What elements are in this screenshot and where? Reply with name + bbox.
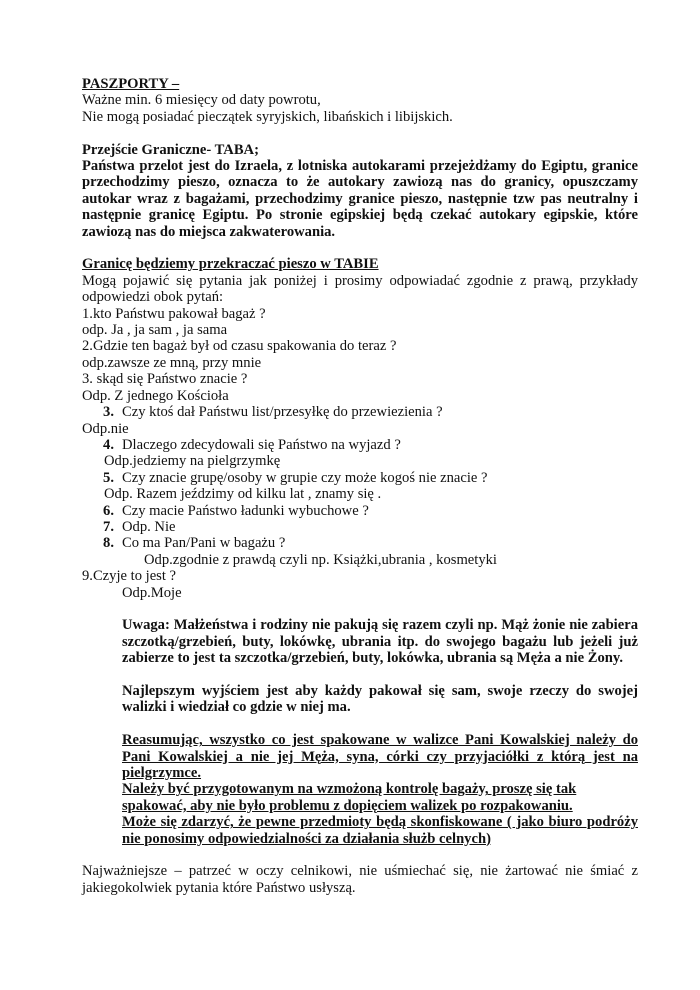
question-8-text: Co ma Pan/Pani w bagażu ?: [122, 535, 286, 552]
best-way-note: Najlepszym wyjściem jest aby każdy pakował się sam, swoje rzeczy do swojej walizki i wiedział co gdzie w niej ma.: [122, 682, 638, 716]
question-8-number: 8.: [103, 535, 114, 552]
answer-6: [82, 519, 638, 535]
question-4: [82, 437, 638, 453]
question-5-number: 5.: [103, 469, 114, 486]
question-5-text: Czy znacie grupę/osoby w grupie czy może kogoś nie znacie ?: [122, 469, 488, 486]
passports-line-1: Ważne min. 6 miesięcy od daty powrotu,: [82, 92, 321, 109]
answer-2: odp.zawsze ze mną, przy mnie: [82, 354, 262, 371]
answer-5: Odp. Razem jeździmy od kilku lat , znamy się .: [104, 486, 382, 503]
passports-heading: PASZPORTY –: [82, 76, 180, 92]
border-crossing-body: Państwa przelot jest do Izraela, z lotniska autokarami przejeżdżamy do Egiptu, granice przechodzimy pieszo, oznacza to że autokary zawiozą nas do granicy, opuszczamy autokar wraz z bagażami, przechodzimy granice pieszo, następnie tzw pas neutralny i następnie granicę Egiptu. Po stronie egipskiej będą czekać autokary egipskie, które zawiozą nas do miejsca zakwaterowania.: [82, 158, 638, 240]
question-6: [82, 503, 638, 519]
answer-3b: Odp.nie: [82, 420, 129, 437]
question-3b: [82, 404, 638, 420]
answer-6-text: Odp. Nie: [122, 518, 176, 535]
answer-8: Odp.zgodnie z prawdą czyli np. Książki,ubrania , kosmetyki: [144, 551, 497, 568]
question-4-text: Dlaczego zdecydowali się Państwo na wyjazd ?: [122, 436, 401, 453]
question-6-text: Czy macie Państwo ładunki wybuchowe ?: [122, 502, 369, 519]
control-note-line-2: spakować, aby nie było problemu z dopięciem walizek po rozpakowaniu.: [122, 797, 573, 814]
question-8: [82, 535, 638, 551]
question-2: 2.Gdzie ten bagaż był od czasu spakowania do teraz ?: [82, 338, 397, 355]
question-3b-number: 3.: [103, 404, 114, 421]
document-page: [82, 76, 638, 896]
answer-4: Odp.jedziemy na pielgrzymkę: [104, 453, 281, 470]
answer-9: Odp.Moje: [122, 584, 182, 601]
question-5: [82, 470, 638, 486]
taba-heading: Granicę będziemy przekraczać pieszo w TABIE: [82, 256, 379, 273]
confiscation-note: Może się zdarzyć, że pewne przedmioty będą skonfiskowane ( jako biuro podróży nie ponosimy odpowiedzialności za działania służb celnych): [122, 814, 638, 847]
taba-intro: Mogą pojawić się pytania jak poniżej i prosimy odpowiadać zgodnie z prawą, przykłady odpowiedzi obok pytań:: [82, 272, 638, 306]
item-7-number: 7.: [103, 518, 114, 535]
answer-1: odp. Ja , ja sam , ja sama: [82, 322, 228, 339]
question-9: 9.Czyje to jest ?: [82, 568, 177, 585]
warning-note: Uwaga: Małżeństwa i rodziny nie pakują się razem czyli np. Mąż żonie nie zabiera szczotką/grzebień, buty, lokówkę, ubrania itp. do swojego bagażu lub jeżeli już zabierze to jest ta szczotka/grzebień, buty, lokówka, ubrania są Męża a nie Żony.: [122, 617, 638, 667]
closing-paragraph: Najważniejsze – patrzeć w oczy celnikowi, nie uśmiechać się, nie żartować nie śmiać z jakiegokolwiek pytania które Państwo usłyszą.: [82, 863, 638, 896]
question-4-number: 4.: [103, 436, 114, 453]
answer-3: Odp. Z jednego Kościoła: [82, 387, 229, 404]
question-3: 3. skąd się Państwo znacie ?: [82, 371, 248, 388]
question-6-number: 6.: [103, 502, 114, 519]
passports-line-2: Nie mogą posiadać pieczątek syryjskich, libańskich i libijskich.: [82, 108, 453, 125]
control-note-line-1: Należy być przygotowanym na wzmożoną kontrolę bagaży, proszę się tak: [122, 781, 577, 798]
question-1: 1.kto Państwu pakował bagaż ?: [82, 305, 266, 322]
border-crossing-heading: Przejście Graniczne- TABA;: [82, 141, 259, 158]
summary-note: Reasumując, wszystko co jest spakowane w walizce Pani Kowalskiej należy do Pani Kowalskiej a nie jej Męża, syna, córki czy przyjaciółki z którą jest na pielgrzymce.: [122, 732, 638, 781]
question-3b-text: Czy ktoś dał Państwu list/przesyłkę do przewiezienia ?: [122, 404, 443, 421]
